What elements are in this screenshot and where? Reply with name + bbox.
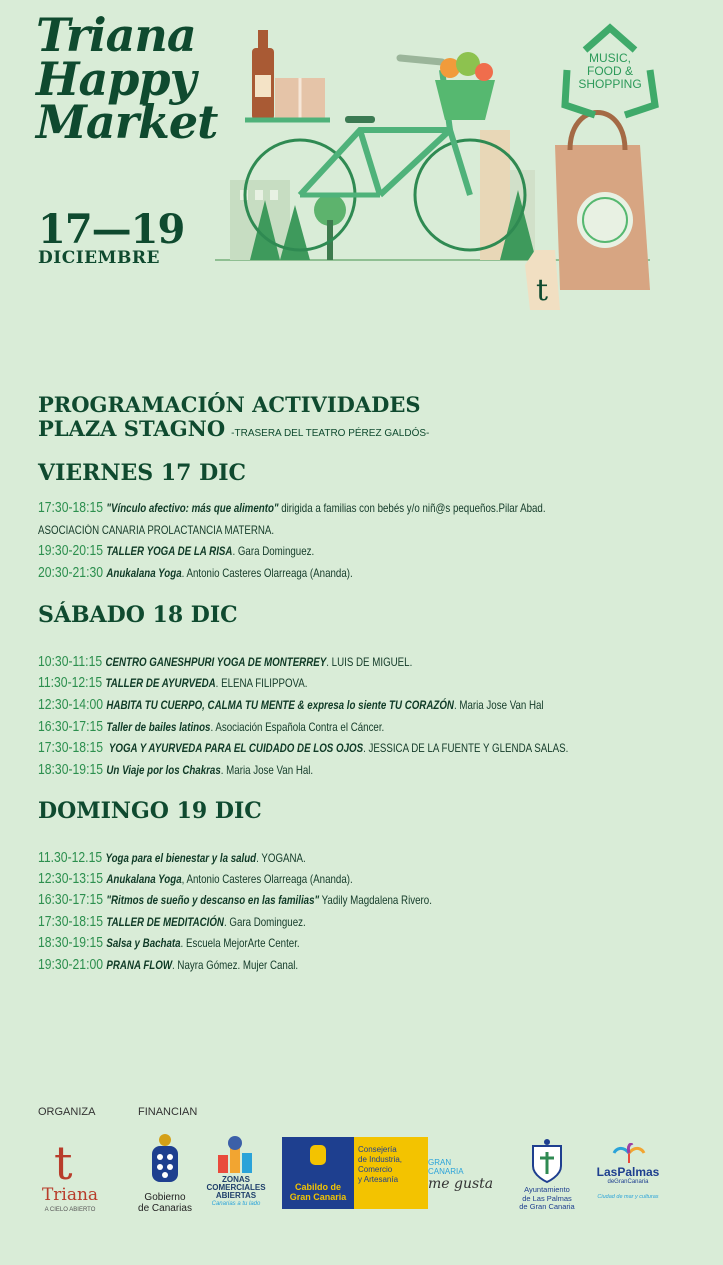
ayuntamiento-text: Ayuntamiento de Las Palmas de Gran Canaria xyxy=(519,1185,575,1211)
event-row: 10:30-11:15 CENTRO GANESHPURI YOGA DE MONTERREY. LUIS DE MIGUEL. xyxy=(38,654,413,670)
program-subtitle: -TRASERA DEL TEATRO PÉREZ GALDÓS- xyxy=(231,428,430,439)
event-row: 18:30-19:15 Un Viaje por los Chakras. Maria Jose Van Hal. xyxy=(38,762,314,778)
cabildo-logo xyxy=(282,1137,354,1209)
event-row: 19:30-20:15 TALLER YOGA DE LA RISA. Gara Dominguez. xyxy=(38,543,315,559)
triana-logo-sub: A CIELO ABIERTO xyxy=(44,1207,96,1213)
program-title-line2: PLAZA STAGNO -TRASERA DEL TEATRO PÉREZ GALDÓS- xyxy=(38,416,430,441)
zonas-logo-icon xyxy=(216,1135,256,1177)
las-palmas-text: LasPalmas deGranCanaria Ciudad de mar y culturas xyxy=(596,1165,660,1200)
date-range: 17—19 xyxy=(38,206,185,253)
event-row: 17:30-18:15 TALLER DE MEDITACIÓN. Gara Dominguez. xyxy=(38,914,306,930)
event-row: 12:30-13:15 Anukalana Yoga, Antonio Casteres Olarreaga (Ananda). xyxy=(38,871,353,887)
brand-logo xyxy=(36,8,226,150)
triana-logo-text: Triana xyxy=(41,1185,99,1205)
organiza-label: ORGANIZA xyxy=(38,1106,96,1118)
event-row: 19:30-21:00 PRANA FLOW. Nayra Gómez. Mujer Canal. xyxy=(38,957,299,973)
event-row: ASOCIACIÓN CANARIA PROLACTANCIA MATERNA. xyxy=(38,524,275,537)
brand-line1: Triana xyxy=(36,8,196,62)
svg-text:t: t xyxy=(536,273,549,308)
event-row: 16:30-17:15 Taller de bailes latinos. Asociación Española Contra el Cáncer. xyxy=(38,719,385,735)
event-row: 20:30-21:30 Anukalana Yoga. Antonio Casteres Olarreaga (Ananda). xyxy=(38,565,353,581)
event-row: 17:30-18:15 "Vínculo afectivo: más que alimento" dirigida a familias con bebés y/o niñ@s pequeños.Pilar Abad. xyxy=(38,500,546,516)
gobierno-logo-text: Gobierno de Canarias xyxy=(138,1192,192,1214)
date-month: DICIEMBRE xyxy=(38,248,160,268)
day-heading-viernes: VIERNES 17 DIC xyxy=(38,460,246,486)
event-row: 17:30-18:15 YOGA Y AYURVEDA PARA EL CUIDADO DE LOS OJOS. JESSICA DE LA FUENTE Y GLENDA SALAS. xyxy=(38,740,569,756)
day-heading-sabado: SÁBADO 18 DIC xyxy=(38,602,238,628)
event-row: 12:30-14:00 HABITA TU CUERPO, CALMA TU MENTE & expresa lo siente TU CORAZÓN. Maria Jose Van Hal xyxy=(38,697,544,713)
triana-logo-icon xyxy=(52,1135,82,1185)
event-row: 18:30-19:15 Salsa y Bachata. Escuela MejorArte Center. xyxy=(38,935,300,951)
cabildo-text: Cabildo de Gran Canaria xyxy=(289,1182,347,1202)
gran-canaria-logo: GRAN CANARIA me gusta xyxy=(428,1158,494,1192)
ayuntamiento-shield-icon xyxy=(530,1138,564,1184)
day-heading-domingo: DOMINGO 19 DIC xyxy=(38,798,262,824)
program-title-line1: PROGRAMACIÓN ACTIVIDADES xyxy=(38,392,421,417)
financian-label: FINANCIAN xyxy=(138,1106,198,1118)
event-row: 11:30-12:15 TALLER DE AYURVEDA. ELENA FILIPPOVA. xyxy=(38,675,308,691)
consejeria-text: Consejería de Industria, Comercio y Artesanía xyxy=(358,1145,403,1184)
badge-label: MUSIC, FOOD & SHOPPING xyxy=(578,51,642,91)
consejeria-logo xyxy=(354,1137,428,1209)
cabildo-shield-icon xyxy=(282,1137,354,1177)
zonas-logo-text: ZONAS COMERCIALES ABIERTAS Canarias a tu lado xyxy=(206,1175,266,1207)
coat-of-arms-icon xyxy=(148,1132,182,1187)
las-palmas-palm-icon xyxy=(612,1143,646,1165)
brand-line3: Market xyxy=(36,95,218,150)
event-row: 11.30-12.15 Yoga para el bienestar y la salud. YOGANA. xyxy=(38,850,306,866)
brand-line2: Happy xyxy=(36,51,196,106)
event-row: 16:30-17:15 "Ritmos de sueño y descanso en las familias" Yadily Magdalena Rivero. xyxy=(38,892,432,908)
svg-text:t: t xyxy=(54,1136,73,1185)
program-title xyxy=(38,393,429,446)
